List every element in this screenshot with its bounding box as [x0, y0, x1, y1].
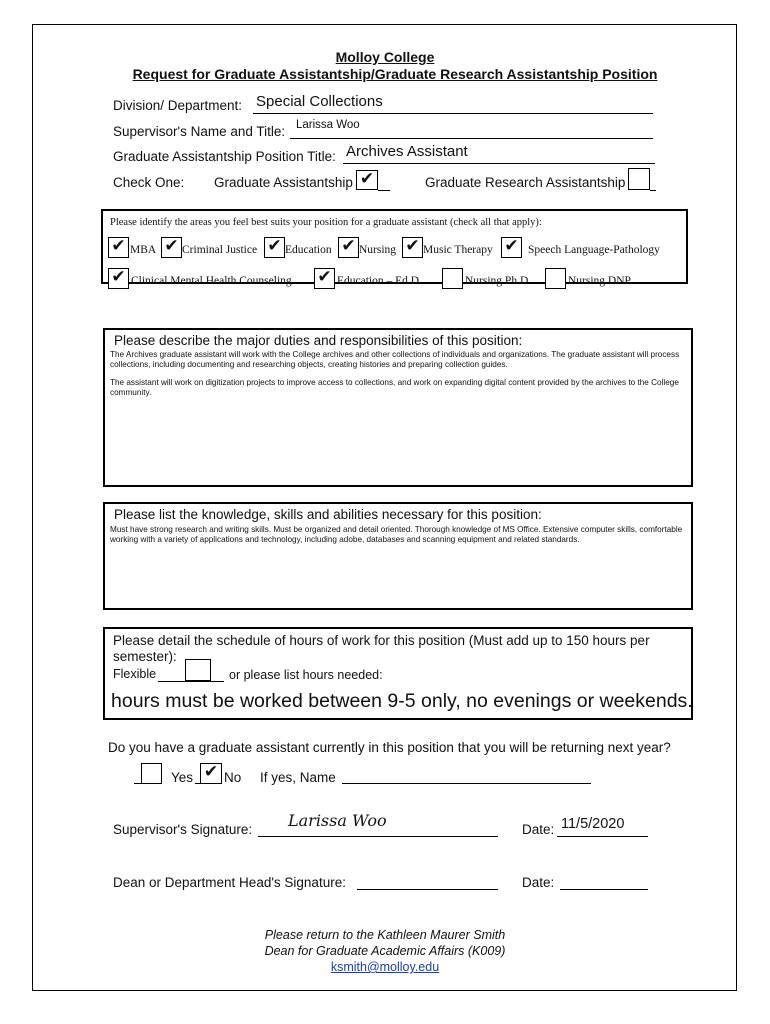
- dean-signature-field[interactable]: [357, 889, 498, 890]
- area-checkbox-speech-language-pathology[interactable]: ✔: [501, 237, 522, 258]
- position-title-field[interactable]: Archives Assistant: [346, 143, 468, 160]
- supervisor-signature-label: Supervisor's Signature:: [113, 822, 253, 837]
- duties-heading: Please describe the major duties and responsibilities of this position:: [114, 333, 523, 348]
- schedule-heading: Please detail the schedule of hours of work for this position (Must add up to 150 hours per semester):: [113, 633, 650, 664]
- flexible-checkbox[interactable]: [185, 659, 211, 681]
- dean-date-field[interactable]: [560, 889, 648, 890]
- division-field[interactable]: Special Collections: [256, 93, 383, 110]
- area-label-music-therapy: Music Therapy: [423, 244, 493, 256]
- supervisor-label: Supervisor's Name and Title:: [113, 124, 286, 139]
- skills-heading: Please list the knowledge, skills and abilities necessary for this position:: [114, 507, 542, 522]
- areas-prompt: Please identify the areas you feel best suits your position for a graduate assistant (check all that apply):: [110, 217, 542, 228]
- area-label-speech-language-pathology: Speech Language-Pathology: [528, 244, 660, 256]
- hours-needed-field[interactable]: hours must be worked between 9-5 only, no evenings or weekends.: [111, 690, 693, 712]
- supervisor-field[interactable]: Larissa Woo: [296, 119, 360, 131]
- ga-underline: [378, 190, 390, 191]
- area-label-nursing-dnp: Nursing DNP: [568, 275, 631, 287]
- ga-label: Graduate Assistantship: [214, 175, 353, 190]
- area-checkbox-clinical-mental-health[interactable]: ✔: [108, 268, 129, 289]
- yes-lead-line: [134, 783, 141, 784]
- college-title: Molloy College: [335, 49, 435, 65]
- duties-text-2[interactable]: The assistant will work on digitization projects to improve access to collections, and work on expanding digital content provided by the archives to the College community.: [110, 378, 679, 397]
- supervisor-signature[interactable]: Larissa Woo: [288, 811, 387, 830]
- area-checkbox-education-edd[interactable]: ✔: [314, 268, 335, 289]
- area-label-education-edd: Education – Ed.D.: [337, 275, 422, 287]
- area-checkbox-nursing-dnp[interactable]: [545, 268, 566, 289]
- position-title-label: Graduate Assistantship Position Title:: [113, 149, 336, 164]
- area-checkbox-mba[interactable]: ✔: [108, 237, 129, 258]
- no-checkbox[interactable]: ✔: [200, 763, 222, 784]
- position-title-line: [343, 163, 655, 164]
- flexible-line: [158, 681, 224, 682]
- area-label-education: Education: [285, 244, 332, 256]
- gra-checkbox[interactable]: [628, 168, 650, 190]
- no-label: No: [224, 770, 242, 785]
- supervisor-date-field[interactable]: 11/5/2020: [561, 816, 625, 832]
- supervisor-date-line: [557, 836, 648, 837]
- area-label-clinical-mental-health: Clinical Mental Health Counseling: [131, 275, 292, 287]
- dean-date-label: Date:: [522, 875, 555, 890]
- yes-checkbox[interactable]: [141, 763, 162, 784]
- supervisor-date-label: Date:: [522, 822, 555, 837]
- area-checkbox-education[interactable]: ✔: [264, 237, 285, 258]
- duties-text-1[interactable]: The Archives graduate assistant will work with the College archives and other collections of individuals and organizations. The graduate assistant will process collections, including documenting and researching objects, creating histories and preparing collection guides.: [110, 350, 680, 369]
- flexible-label: Flexible: [113, 667, 157, 681]
- yes-label: Yes: [171, 770, 194, 785]
- division-line: [253, 113, 653, 114]
- returning-question: Do you have a graduate assistant currently in this position that you will be returning next year?: [108, 740, 671, 755]
- check-one-label: Check One:: [113, 175, 185, 190]
- footer-line-2: Dean for Graduate Academic Affairs (K009): [264, 944, 506, 958]
- dean-signature-label: Dean or Department Head's Signature:: [113, 875, 346, 890]
- area-checkbox-nursing[interactable]: ✔: [338, 237, 359, 258]
- footer-line-1: Please return to the Kathleen Maurer Smith: [264, 928, 506, 942]
- name-label: If yes, Name: [260, 770, 336, 785]
- ga-checkbox[interactable]: ✔: [356, 170, 378, 190]
- skills-text[interactable]: Must have strong research and writing skills. Must be organized and detail oriented. Thorough knowledge of MS Office. Extensive computer skills, comfortable working with a variety of applications and technology, including adobe, databases and scanning equipment and related standards.: [110, 525, 683, 544]
- area-label-nursing: Nursing: [359, 244, 397, 256]
- form-title: Request for Graduate Assistantship/Graduate Research Assistantship Position: [132, 66, 658, 82]
- supervisor-line: [290, 138, 653, 139]
- area-checkbox-music-therapy[interactable]: ✔: [402, 237, 423, 258]
- gra-underline: [650, 190, 656, 191]
- division-label: Division/ Department:: [113, 98, 243, 113]
- area-label-nursing-phd: Nursing Ph.D.: [465, 275, 532, 287]
- gra-label: Graduate Research Assistantship: [425, 175, 626, 190]
- footer-email-link[interactable]: ksmith@molloy.edu: [330, 960, 440, 974]
- area-label-criminal-justice: Criminal Justice: [182, 244, 258, 256]
- or-hours-label: or please list hours needed:: [229, 668, 383, 682]
- name-field[interactable]: [342, 783, 591, 784]
- area-checkbox-criminal-justice[interactable]: ✔: [161, 237, 182, 258]
- area-checkbox-nursing-phd[interactable]: [442, 268, 463, 289]
- supervisor-signature-line: [258, 836, 498, 837]
- area-label-mba: MBA: [130, 244, 157, 256]
